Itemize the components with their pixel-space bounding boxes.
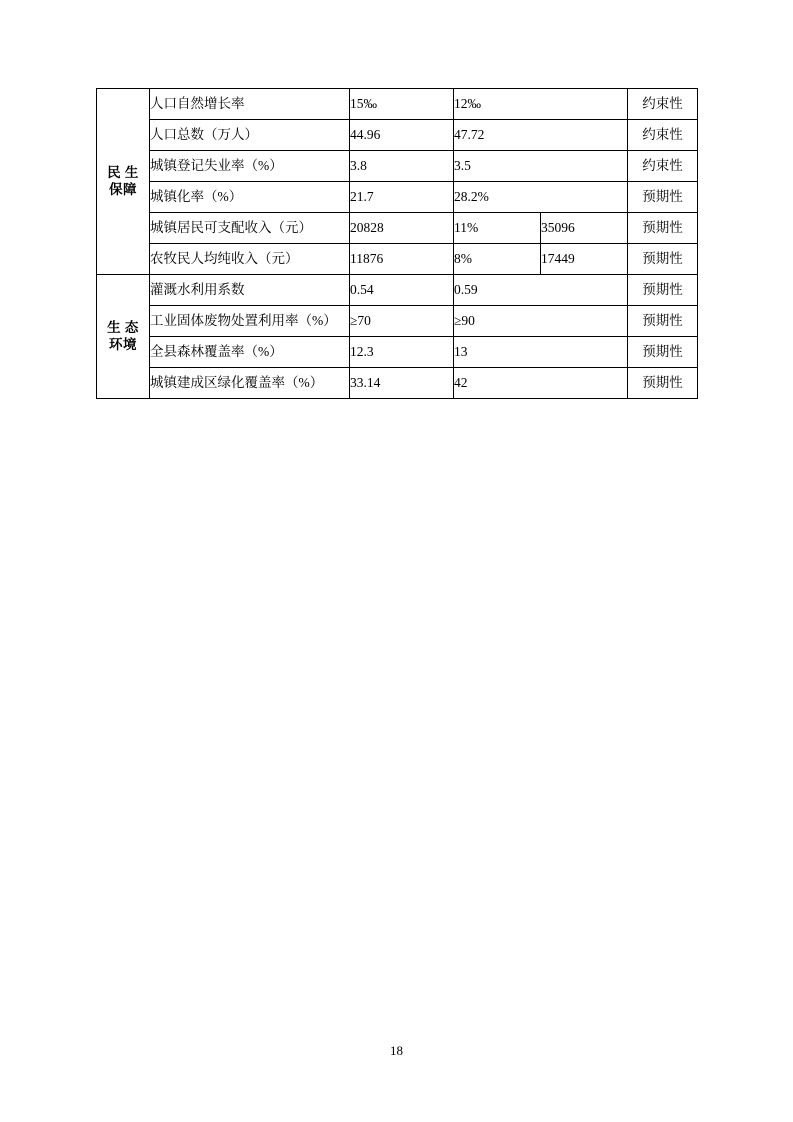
table-row bbox=[97, 337, 698, 368]
indicator-table bbox=[96, 88, 698, 399]
indicator-type: 约束性 bbox=[628, 151, 698, 182]
indicator-value-target: 42 bbox=[454, 368, 628, 399]
indicator-value-target: ≥90 bbox=[454, 306, 628, 337]
indicator-value-target: 35096 bbox=[541, 213, 628, 244]
indicator-name: 农牧民人均纯收入（元） bbox=[150, 244, 350, 275]
indicator-type: 预期性 bbox=[628, 337, 698, 368]
indicator-value-base: 11876 bbox=[350, 244, 454, 275]
indicator-value-target: 0.59 bbox=[454, 275, 628, 306]
page-number: 18 bbox=[390, 1043, 403, 1058]
indicator-name: 工业固体废物处置利用率（%） bbox=[150, 306, 350, 337]
table-row bbox=[97, 275, 698, 306]
indicator-value-base: 3.8 bbox=[350, 151, 454, 182]
table-row bbox=[97, 182, 698, 213]
table-row bbox=[97, 368, 698, 399]
indicator-name: 城镇居民可支配收入（元） bbox=[150, 213, 350, 244]
indicator-value-target: 12‰ bbox=[454, 89, 628, 120]
table-row bbox=[97, 213, 698, 244]
indicator-value-target: 3.5 bbox=[454, 151, 628, 182]
indicator-value-base: 12.3 bbox=[350, 337, 454, 368]
indicator-name: 人口总数（万人） bbox=[150, 120, 350, 151]
table-row bbox=[97, 120, 698, 151]
category-cell-livelihood bbox=[97, 89, 150, 275]
table-row bbox=[97, 306, 698, 337]
indicator-value-target: 17449 bbox=[541, 244, 628, 275]
indicator-value-base: 21.7 bbox=[350, 182, 454, 213]
category-line: 生 态 bbox=[107, 320, 139, 336]
indicator-value-target: 47.72 bbox=[454, 120, 628, 151]
indicator-name: 城镇登记失业率（%） bbox=[150, 151, 350, 182]
indicator-value-base: 0.54 bbox=[350, 275, 454, 306]
indicator-value-base: ≥70 bbox=[350, 306, 454, 337]
category-line: 民 生 bbox=[107, 165, 139, 181]
indicator-value-growth: 8% bbox=[454, 244, 541, 275]
indicator-table-container bbox=[96, 88, 698, 399]
indicator-value-target: 13 bbox=[454, 337, 628, 368]
indicator-type: 预期性 bbox=[628, 306, 698, 337]
category-line: 保障 bbox=[109, 181, 137, 197]
indicator-value-target: 28.2% bbox=[454, 182, 628, 213]
indicator-type: 预期性 bbox=[628, 368, 698, 399]
indicator-value-base: 20828 bbox=[350, 213, 454, 244]
indicator-value-growth: 11% bbox=[454, 213, 541, 244]
indicator-name: 全县森林覆盖率（%） bbox=[150, 337, 350, 368]
indicator-name: 人口自然增长率 bbox=[150, 89, 350, 120]
indicator-value-base: 15‰ bbox=[350, 89, 454, 120]
table-row bbox=[97, 244, 698, 275]
indicator-value-base: 44.96 bbox=[350, 120, 454, 151]
indicator-type: 预期性 bbox=[628, 275, 698, 306]
indicator-value-base: 33.14 bbox=[350, 368, 454, 399]
indicator-type: 约束性 bbox=[628, 120, 698, 151]
indicator-type: 预期性 bbox=[628, 182, 698, 213]
indicator-name: 城镇化率（%） bbox=[150, 182, 350, 213]
indicator-type: 约束性 bbox=[628, 89, 698, 120]
indicator-table-body bbox=[97, 89, 698, 399]
table-row bbox=[97, 89, 698, 120]
indicator-type: 预期性 bbox=[628, 213, 698, 244]
table-row bbox=[97, 151, 698, 182]
category-line: 环境 bbox=[109, 336, 137, 352]
indicator-name: 城镇建成区绿化覆盖率（%） bbox=[150, 368, 350, 399]
category-cell-ecology bbox=[97, 275, 150, 399]
indicator-type: 预期性 bbox=[628, 244, 698, 275]
indicator-name: 灌溉水利用系数 bbox=[150, 275, 350, 306]
